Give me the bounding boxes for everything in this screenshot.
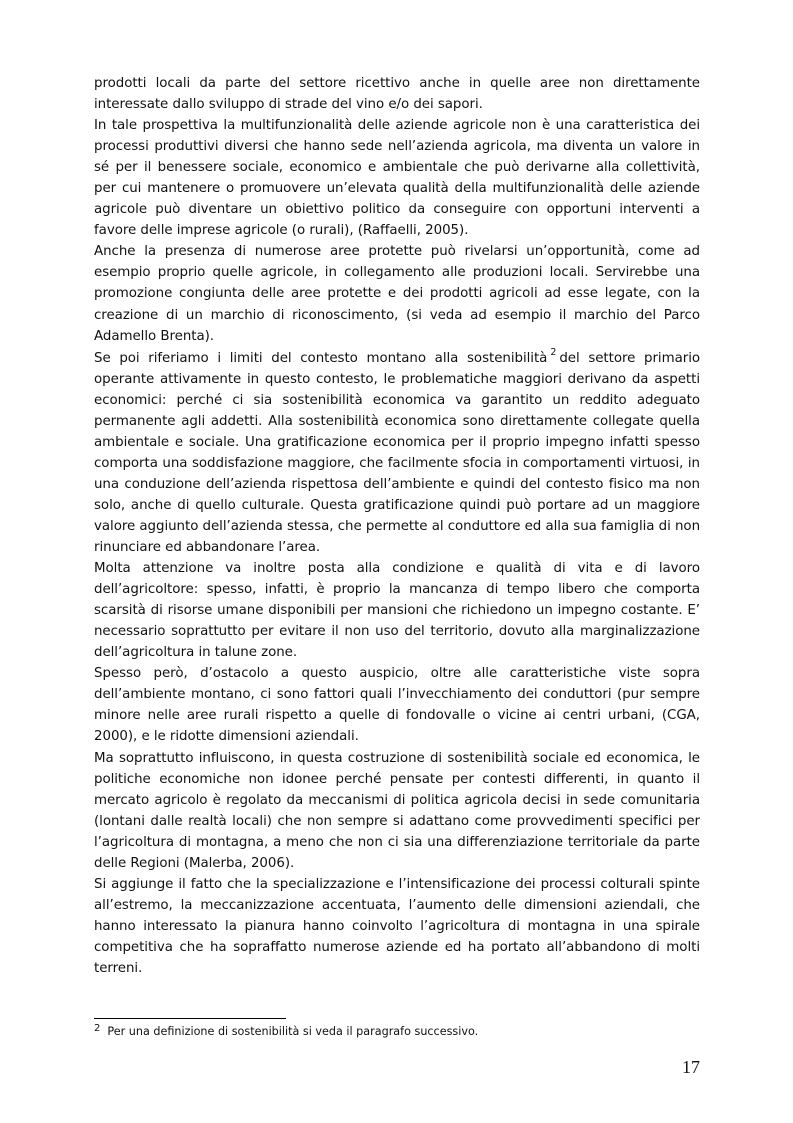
- footnote-reference[interactable]: 2: [550, 346, 557, 358]
- paragraph-text: del settore primario operante attivamente in questo contesto, le problematiche maggiori derivano da aspetti economici: perché ci sia sostenibilità economica va garantito un reddito adeguato permanente agli addetti. Alla sostenibilità economica sono direttamente collegate quella ambientale e sociale. Una gratificazione economica per il proprio impegno infatti spesso comporta una soddisfazione maggiore, che facilmente sfocia in comportamenti virtuosi, in una conduzione dell’azienda rispettosa dell’ambiente e quindi del contesto fisico ma non solo, anche di quello culturale. Questa gratificazione quindi può portare ad un maggiore valore aggiunto dell’azienda stessa, che permette al conduttore ed alla sua famiglia di non rinunciare ed abbandonare l’area.: [94, 350, 701, 556]
- body-text: [94, 73, 700, 979]
- footnote: [94, 1024, 694, 1040]
- paragraph: In tale prospettiva la multifunzionalità delle aziende agricole non è una caratteristica dei processi produttivi diversi che hanno sede nell’azienda agricola, ma diventa un valore in sé per il benessere sociale, economico e ambientale che può derivarne alla collettività, per cui mantenere o promuovere un’elevata qualità della multifunzionalità delle aziende agricole può diventare un obiettivo politico da conseguire con opportuni interventi a favore delle imprese agricole (o rurali), (Raffaelli, 2005).: [94, 118, 700, 239]
- footnote-separator: [94, 1018, 286, 1019]
- footnote-number: 2: [94, 1023, 101, 1034]
- paragraph: Si aggiunge il fatto che la specializzazione e l’intensificazione dei processi colturali spinte all’estremo, la meccanizzazione accentuata, l’aumento delle dimensioni aziendali, che hanno interessato la pianura hanno coinvolto l’agricoltura di montagna in una spirale competitiva che ha sopraffatto numerose aziende ed ha portato all’abbandono di molti terreni.: [94, 876, 700, 976]
- paragraph-with-footnote-ref: [94, 348, 700, 558]
- page-number: 17: [682, 1057, 700, 1077]
- paragraph: Spesso però, d’ostacolo a questo auspicio, oltre alle caratteristiche viste sopra dell’ambiente montano, ci sono fattori quali l’invecchiamento dei conduttori (pur sempre minore nelle aree rurali rispetto a quelle di fondovalle o vicine ai centri urbani, (CGA, 2000), e le ridotte dimensioni aziendali.: [94, 666, 700, 745]
- footnote-text: Per una definizione di sostenibilità si veda il paragrafo successivo.: [107, 1025, 479, 1038]
- paragraph: Ma soprattutto influiscono, in questa costruzione di sostenibilità sociale ed economica, le politiche economiche non idonee perché pensate per contesti differenti, in quanto il mercato agricolo è regolato da meccanismi di politica agricola decisi in sede comunitaria (lontani dalle realtà locali) che non sempre si adattano come provvedimenti specifici per l’agricoltura di montagna, a meno che non ci sia una differenziazione territoriale da parte delle Regioni (Malerba, 2006).: [94, 750, 700, 871]
- paragraph: Molta attenzione va inoltre posta alla condizione e qualità di vita e di lavoro dell’agricoltore: spesso, infatti, è proprio la mancanza di tempo libero che comporta scarsità di risorse umane disponibili per mansioni che richiedono un impegno costante. E’ necessario soprattutto per evitare il non uso del territorio, dovuto alla marginalizzazione dell’agricoltura in talune zone.: [94, 561, 700, 661]
- paragraph: prodotti locali da parte del settore ricettivo anche in quelle aree non direttamente interessate dallo sviluppo di strade del vino e/o dei sapori.: [94, 76, 700, 113]
- paragraph-text: Se poi riferiamo i limiti del contesto montano alla sostenibilità: [94, 350, 548, 366]
- paragraph: Anche la presenza di numerose aree protette può rivelarsi un’opportunità, come ad esempio proprio quelle agricole, in collegamento alle produzioni locali. Servirebbe una promozione congiunta delle aree protette e dei prodotti agricoli ad esse legate, con la creazione di un marchio di riconoscimento, (si veda ad esempio il marchio del Parco Adamello Brenta).: [94, 244, 700, 344]
